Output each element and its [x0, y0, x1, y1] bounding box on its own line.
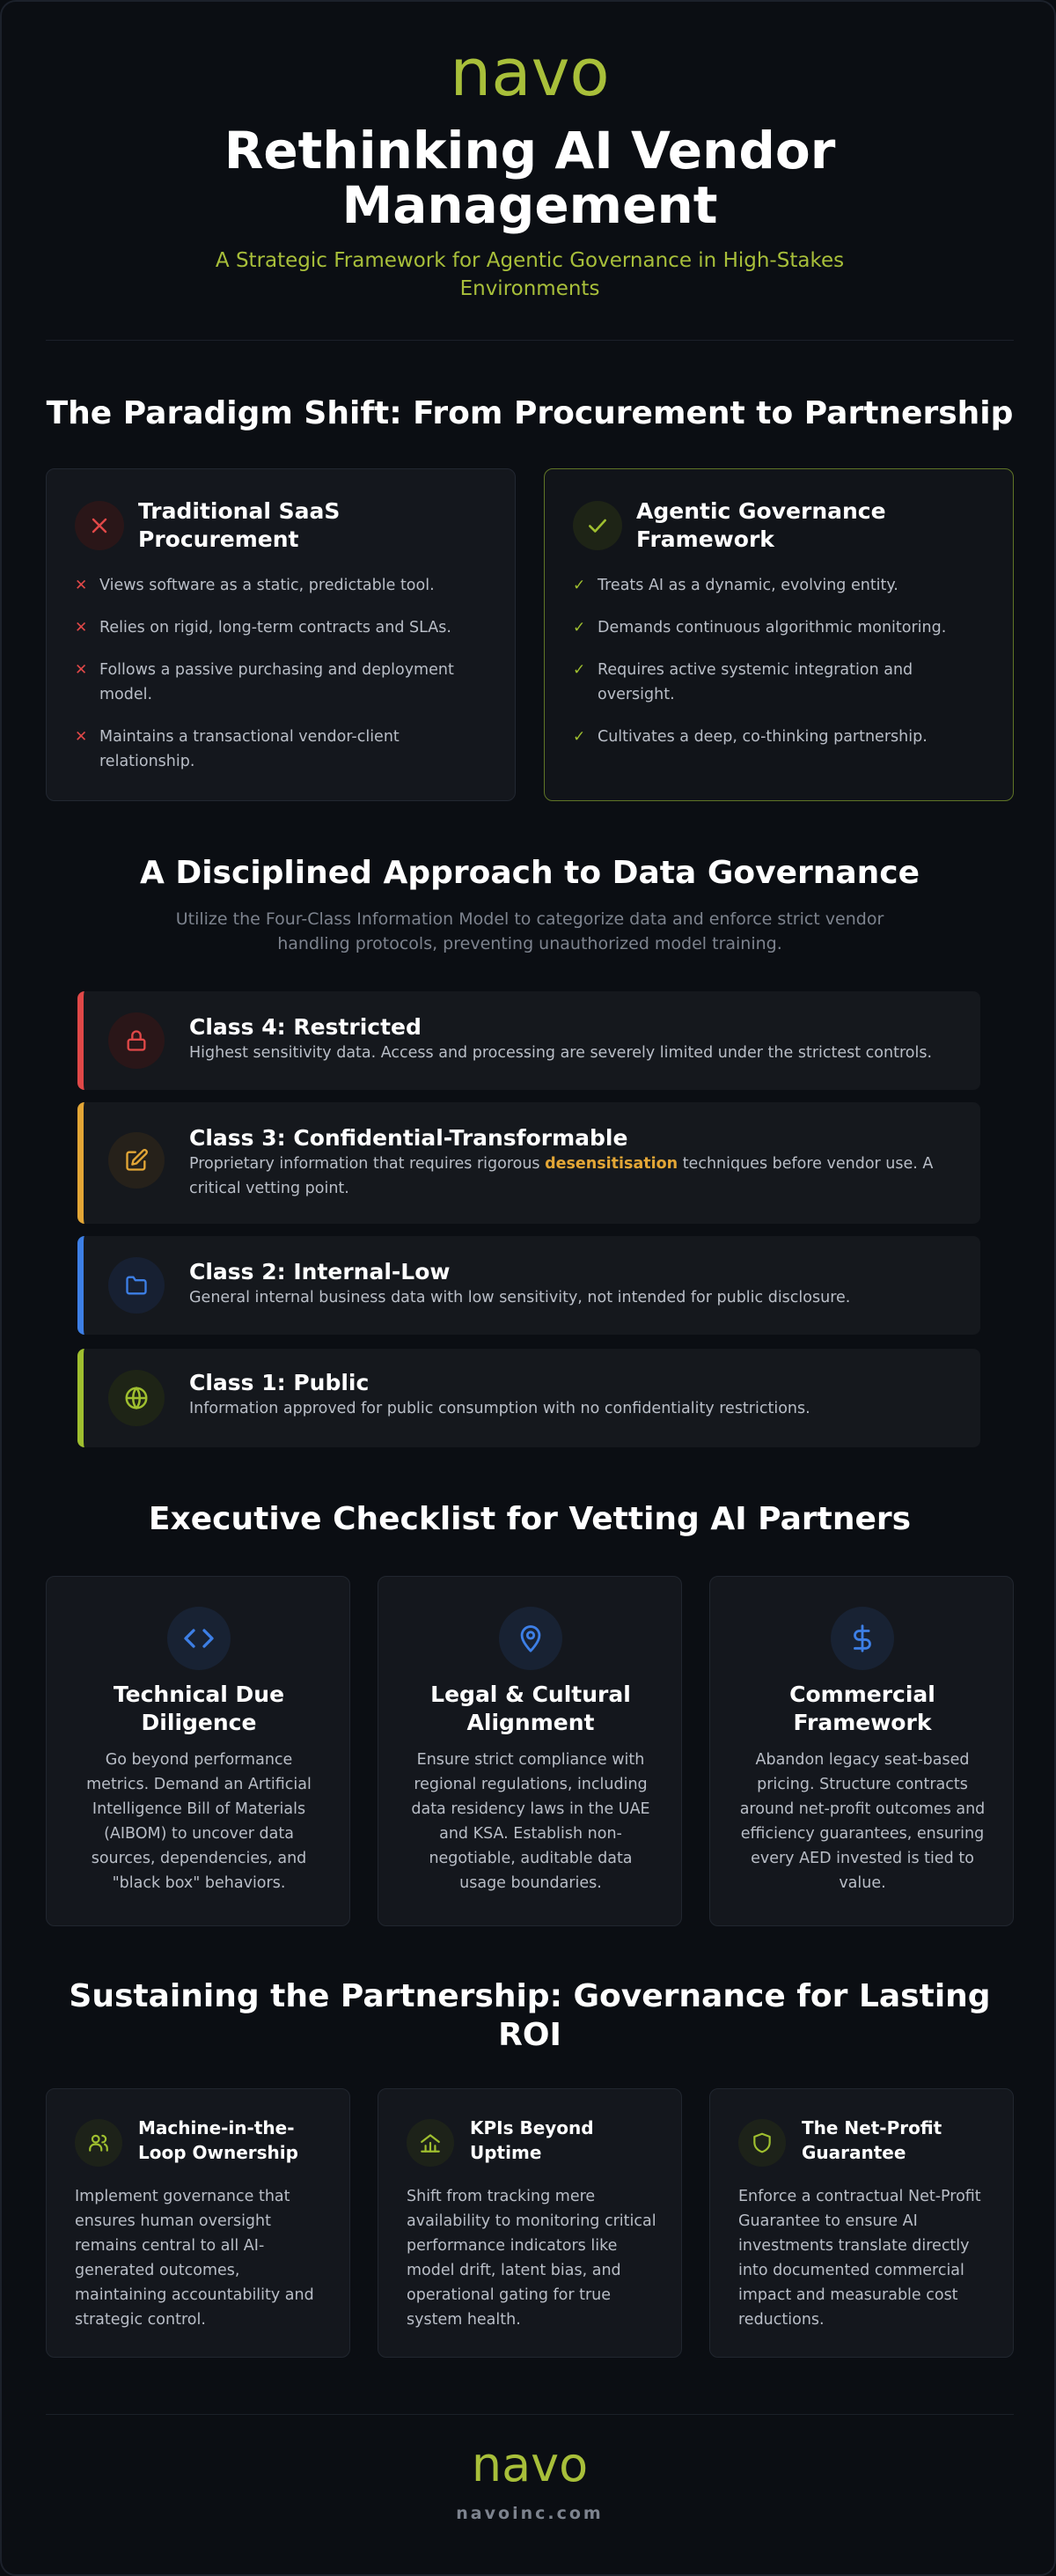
svg-text:navo: navo: [450, 49, 610, 104]
commercial-card: [709, 1576, 1014, 1926]
kpis-card: [378, 2088, 682, 2358]
commercial-title: Commercial Framework: [789, 1682, 935, 1735]
checklist-title: Executive Checklist for Vetting AI Partners: [148, 1501, 912, 1537]
kpis-desc: Shift from tracking mere availability to monitoring critical performance indicators like model drift, latent bias, and operational gating for true system health.: [407, 2188, 656, 2329]
list-item: ✓ Cultivates a deep, co-thinking partnership.: [573, 725, 986, 749]
legal-title: Legal & Cultural Alignment: [430, 1682, 631, 1735]
data-governance-subtitle: Utilize the Four-Class Information Model to categorize data and enforce strict vendor handling protocols, preventing unauthorized model training.: [175, 909, 884, 953]
ownership-title: Machine-in-the-Loop Ownership: [138, 2117, 298, 2163]
svg-text:navo: navo: [471, 2446, 589, 2486]
x-icon: [75, 501, 124, 550]
divider: [46, 340, 1014, 341]
list-item: ✕ Maintains a transactional vendor-client relationship.: [75, 725, 488, 774]
class-4-title: Class 4: Restricted: [189, 1014, 422, 1040]
check-mark-icon: ✓: [573, 619, 586, 637]
legal-desc: Ensure strict compliance with regional regulations, including data residency laws in the UAE and KSA. Establish non-negotiable, auditable data usage boundaries.: [411, 1751, 650, 1892]
class-1-desc: Information approved for public consumption with no confidentiality restrictions.: [189, 1400, 810, 1417]
footer-logo: [2, 2446, 1056, 2486]
code-icon: [167, 1607, 231, 1670]
x-mark-icon: ✕: [75, 577, 88, 594]
traditional-list: [75, 573, 488, 791]
page-subtitle: A Strategic Framework for Agentic Governance in High-Stakes Environments: [215, 249, 845, 300]
agentic-title: Agentic Governance Framework: [636, 498, 886, 552]
class-1-title: Class 1: Public: [189, 1370, 370, 1395]
list-item: ✓ Demands continuous algorithmic monitoring.: [573, 615, 986, 640]
globe-icon: [108, 1370, 165, 1426]
check-mark-icon: ✓: [573, 577, 586, 594]
class-3-desc: Proprietary information that requires rigorous desensitisation techniques before vendor use. A critical vetting point.: [189, 1155, 934, 1197]
ownership-desc: Implement governance that ensures human oversight remains central to all AI-generated outcomes, maintaining accountability and strategic control.: [75, 2188, 314, 2329]
folder-icon: [108, 1257, 165, 1314]
navo-logo-icon: [435, 49, 625, 104]
highlight-term: desensitisation: [545, 1155, 678, 1173]
edit-icon: [108, 1132, 165, 1189]
x-mark-icon: ✕: [75, 619, 88, 637]
guarantee-title: The Net-Profit Guarantee: [802, 2117, 942, 2163]
class-2-card: [77, 1236, 980, 1335]
shield-icon: [738, 2119, 786, 2167]
traditional-title: Traditional SaaS Procurement: [138, 498, 341, 552]
technical-title: Technical Due Diligence: [113, 1682, 285, 1735]
guarantee-card: [709, 2088, 1014, 2358]
technical-card: [46, 1576, 350, 1926]
traditional-card: [46, 468, 516, 801]
commercial-desc: Abandon legacy seat-based pricing. Structure contracts around net-profit outcomes and efficiency guarantees, ensuring every AED invested is tied to value.: [739, 1751, 986, 1892]
lock-icon: [108, 1012, 165, 1069]
page-title: Rethinking AI Vendor Management: [224, 121, 836, 235]
header-logo: [2, 49, 1056, 104]
guarantee-desc: Enforce a contractual Net-Profit Guarantee to ensure AI investments translate directly into documented commercial impact and measurable cost reductions.: [738, 2188, 981, 2329]
class-4-card: [77, 991, 980, 1090]
check-mark-icon: ✓: [573, 728, 586, 746]
sustaining-title: Sustaining the Partnership: Governance for Lasting ROI: [69, 1978, 991, 2053]
list-item: ✕ Relies on rigid, long-term contracts and SLAs.: [75, 615, 488, 640]
list-item: ✓ Requires active systemic integration and oversight.: [573, 658, 986, 707]
footer-domain-link[interactable]: navoinc.com: [456, 2504, 604, 2523]
legal-card: [378, 1576, 682, 1926]
dollar-icon: [831, 1607, 894, 1670]
list-item: ✓ Treats AI as a dynamic, evolving entity.: [573, 573, 986, 598]
paradigm-title: The Paradigm Shift: From Procurement to Partnership: [46, 395, 1014, 431]
class-3-card: [77, 1102, 980, 1224]
data-governance-title: A Disciplined Approach to Data Governance: [139, 855, 920, 891]
list-item: ✕ Views software as a static, predictable tool.: [75, 573, 488, 598]
check-mark-icon: ✓: [573, 661, 586, 679]
class-2-desc: General internal business data with low sensitivity, not intended for public disclosure.: [189, 1289, 851, 1306]
x-mark-icon: ✕: [75, 728, 88, 746]
navo-logo-icon: [459, 2446, 600, 2486]
class-1-card: [77, 1349, 980, 1447]
agentic-list: [573, 573, 986, 767]
kpi-chart-icon: [407, 2119, 454, 2167]
ownership-card: [46, 2088, 350, 2358]
technical-desc: Go beyond performance metrics. Demand an Artificial Intelligence Bill of Materials (AIBOM) to uncover data sources, dependencies, and "black box" behaviors.: [86, 1751, 312, 1892]
users-icon: [75, 2119, 122, 2167]
map-pin-icon: [499, 1607, 562, 1670]
list-item: ✕ Follows a passive purchasing and deployment model.: [75, 658, 488, 707]
class-4-desc: Highest sensitivity data. Access and processing are severely limited under the strictest controls.: [189, 1044, 933, 1062]
footer-divider: [46, 2414, 1014, 2415]
class-3-title: Class 3: Confidential-Transformable: [189, 1125, 628, 1151]
x-mark-icon: ✕: [75, 661, 88, 679]
agentic-card: [544, 468, 1014, 801]
class-2-title: Class 2: Internal-Low: [189, 1259, 451, 1284]
kpis-title: KPIs Beyond Uptime: [470, 2117, 594, 2163]
check-icon: [573, 501, 622, 550]
